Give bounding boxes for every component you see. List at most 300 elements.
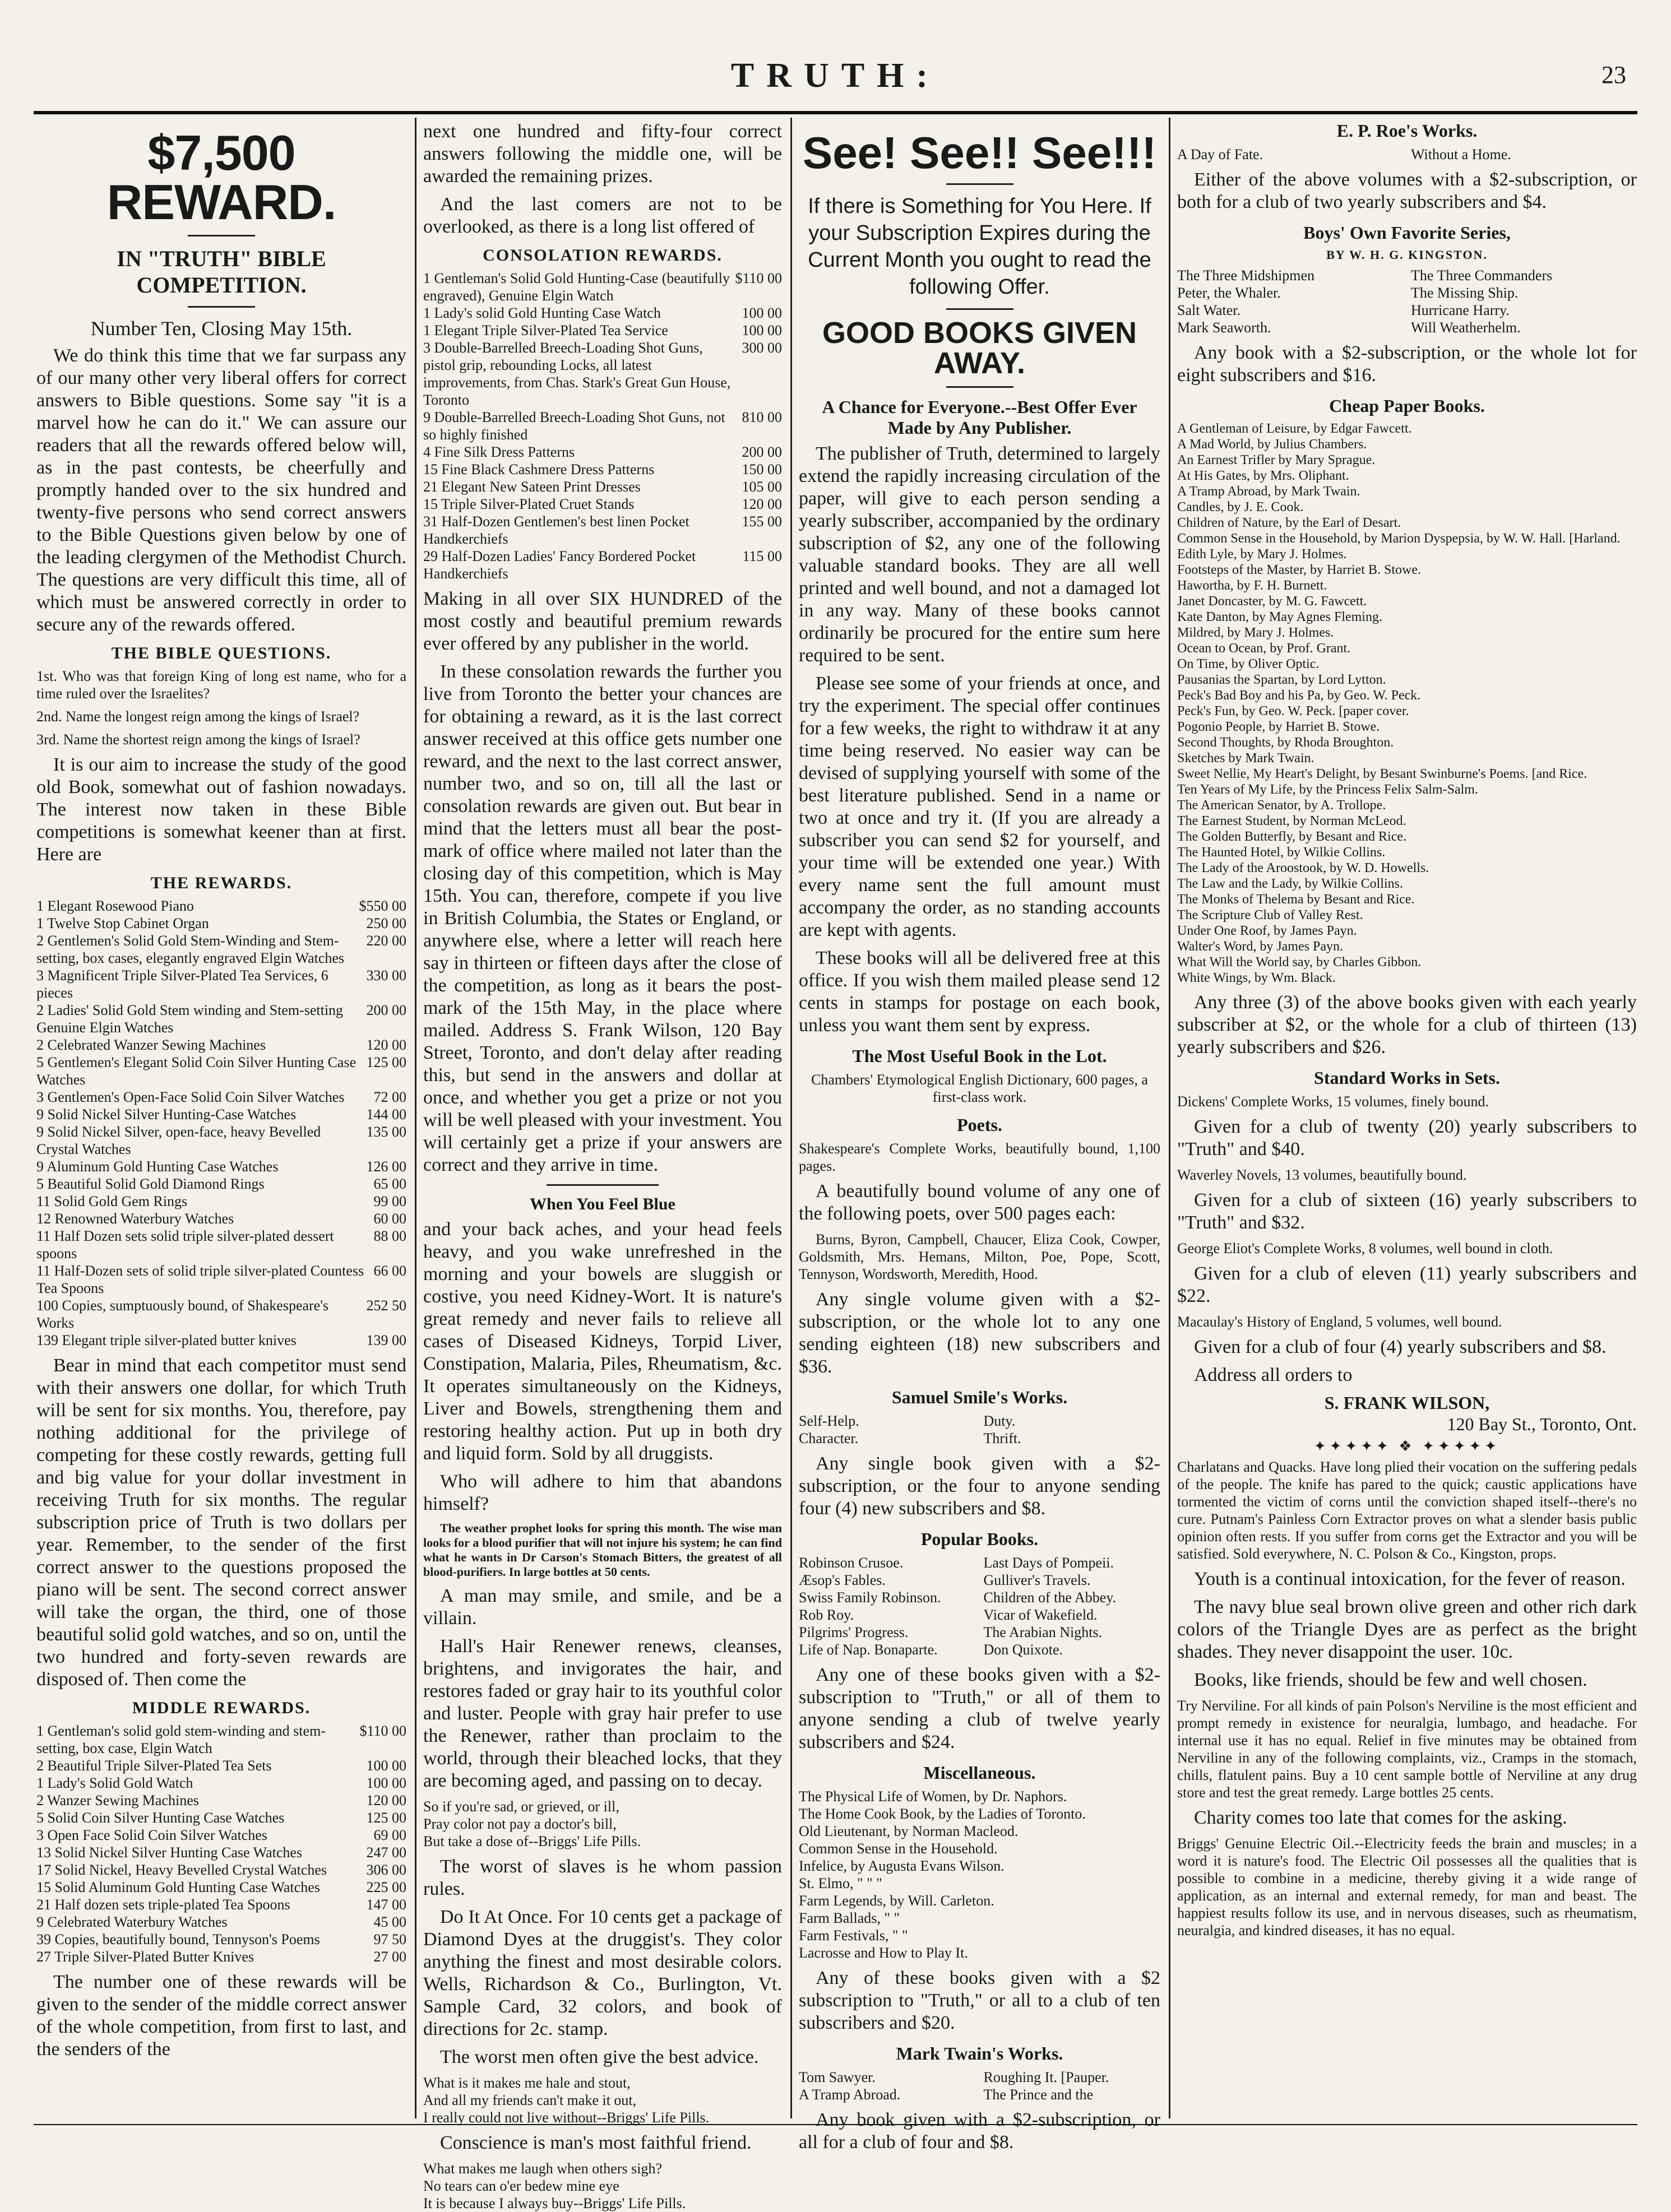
roe-heading: E. P. Roe's Works. bbox=[1336, 120, 1478, 141]
item-price: 69 00 bbox=[373, 1827, 406, 1843]
cheap-list bbox=[1177, 421, 1637, 986]
list-item: Without a Home. bbox=[1411, 146, 1511, 163]
popular-list bbox=[799, 1554, 1160, 1658]
list-item bbox=[36, 1123, 406, 1158]
item-name: 17 Solid Nickel, Heavy Bevelled Crystal Watches bbox=[36, 1862, 327, 1878]
item-price: 115 00 bbox=[742, 548, 782, 564]
item-name: 11 Solid Gold Gem Rings bbox=[36, 1193, 188, 1209]
item-name: 3 Double-Barrelled Breech-Loading Shot Guns, pistol grip, rebounding Locks, all latest improvements, from Chas. Stark's Great Gun House, Toronto bbox=[423, 340, 731, 408]
smiles-heading: Samuel Smile's Works. bbox=[891, 1387, 1068, 1407]
item-name: 9 Solid Nickel Silver, open-face, heavy Bevelled Crystal Watches bbox=[36, 1124, 321, 1157]
delivery-paragraph: These books will all be delivered free at this office. If you wish them mailed please send 12 cents in stamps for postage on each book, unless you want them sent by express. bbox=[799, 948, 1160, 1036]
item-price: 144 00 bbox=[366, 1106, 406, 1123]
list-item: Farm Legends, by Will. Carleton. bbox=[799, 1893, 994, 1909]
column-divider bbox=[415, 118, 416, 2118]
item-name: 15 Triple Silver-Plated Cruet Stands bbox=[423, 496, 635, 512]
list-item: Common Sense in the Household, by Marion Dyspepsia, by W. W. Hall. [Harland. bbox=[1177, 531, 1621, 546]
list-item: A Tramp Abroad, by Mark Twain. bbox=[1177, 484, 1360, 499]
item-price: 100 00 bbox=[366, 1775, 406, 1791]
item-price: 27 00 bbox=[373, 1949, 406, 1965]
corn-extractor-ad: Charlatans and Quacks. Have long plied their vocation on the suffering pedals of the people. The knife has pared to the quick; caustic applications have tormented the victim of corns until the conviction shaped itself--there's no cure. Putnam's Painless Corn Extractor proves on what a slender basis public opinion often rests. If you suffer from corns get the Extractor and you will be satisfied. Sold everywhere, N. C. Polson & Co., Kingston, props. bbox=[1177, 1459, 1637, 1562]
item-name: 9 Solid Nickel Silver Hunting-Case Watches bbox=[36, 1106, 297, 1123]
smiles-list bbox=[799, 1412, 1160, 1447]
masthead bbox=[34, 50, 1637, 106]
item-price: $550 00 bbox=[359, 898, 406, 914]
list-item bbox=[36, 1332, 406, 1349]
list-item: What makes me laugh when others sigh? bbox=[423, 2160, 662, 2177]
waverley-offer: Given for a club of sixteen (16) yearly subscribers to "Truth" and $32. bbox=[1177, 1190, 1637, 1233]
list-item: The Lady of the Aroostook, by W. D. Howells. bbox=[1177, 861, 1429, 875]
item-name: 3 Magnificent Triple Silver-Plated Tea Services, 6 pieces bbox=[36, 967, 328, 1001]
item-name: 5 Gentlemen's Elegant Solid Coin Silver Hunting Case Watches bbox=[36, 1054, 357, 1088]
list-item: Thrift. bbox=[983, 1430, 1021, 1446]
column-divider bbox=[790, 118, 792, 2118]
item-name: 15 Solid Aluminum Gold Hunting Case Watches bbox=[36, 1879, 320, 1895]
premium-paragraph: Making in all over SIX HUNDRED of the most costly and beautiful premium rewards ever offered by any publisher in the world. bbox=[423, 588, 782, 654]
item-price: 100 00 bbox=[366, 1757, 406, 1774]
list-item: Pausanias the Spartan, by Lord Lytton. bbox=[1177, 673, 1386, 687]
list-item: Children of the Abbey. bbox=[983, 1589, 1117, 1606]
list-item: Walter's Word, by James Payn. bbox=[1177, 939, 1343, 954]
list-item: The American Senator, by A. Trollope. bbox=[1177, 798, 1386, 813]
list-item bbox=[36, 1106, 406, 1123]
maxim: Books, like friends, should be few and well chosen. bbox=[1194, 1670, 1587, 1690]
list-item bbox=[36, 1210, 406, 1227]
item-name: 2 Ladies' Solid Gold Stem winding and Stem-setting Genuine Elgin Watches bbox=[36, 1002, 344, 1036]
item-price: 147 00 bbox=[366, 1896, 406, 1913]
maxim: The worst of slaves is he whom passion rules. bbox=[423, 1856, 782, 1899]
dictionary-line: Chambers' Etymological English Dictionary, 600 pages, a first-class work. bbox=[811, 1072, 1148, 1105]
list-item bbox=[423, 443, 782, 461]
reward-headline: $7,500 REWARD. bbox=[107, 125, 336, 230]
list-item bbox=[36, 1896, 406, 1913]
ornament-rule: ✦✦✦✦✦ ❖ ✦✦✦✦✦ bbox=[1313, 1438, 1501, 1454]
list-item: And all my friends can't make it out, bbox=[423, 2092, 637, 2108]
list-item bbox=[423, 322, 782, 339]
triangle-dyes-ad: The navy blue seal brown olive green and other rich dark colors of the Triangle Dyes are as perfect as the bright shades. They never disappoint the user. 10c. bbox=[1177, 1597, 1637, 1662]
list-item: Don Quixote. bbox=[983, 1641, 1063, 1658]
list-item: The Three Midshipmen bbox=[1177, 267, 1315, 284]
list-item: Pilgrims' Progress. bbox=[799, 1624, 909, 1640]
list-item: The Physical Life of Women, by Dr. Naphors. bbox=[799, 1788, 1067, 1805]
maxim: The worst men often give the best advice. bbox=[440, 2047, 759, 2067]
roe-offer: Either of the above volumes with a $2-subscription, or both for a club of two yearly subscribers and $4. bbox=[1177, 169, 1637, 212]
item-price: 300 00 bbox=[742, 340, 782, 356]
list-item: Will Weatherhelm. bbox=[1411, 319, 1521, 336]
carson-bitters-ad: The weather prophet looks for spring this month. The wise man looks for a blood purifier that will not injure his system; he can find what he wants in Dr Carson's Stomach Bitters, the greatest of all blood-purifiers. In large bottles at 50 cents. bbox=[423, 1521, 782, 1579]
item-price: 250 00 bbox=[366, 915, 406, 931]
item-name: 21 Half dozen sets triple-plated Tea Spoons bbox=[36, 1896, 290, 1913]
item-name: 2 Wanzer Sewing Machines bbox=[36, 1792, 199, 1808]
rewards-list bbox=[36, 897, 406, 1349]
list-item bbox=[36, 1158, 406, 1175]
list-item: What Will the World say, by Charles Gibbon. bbox=[1177, 955, 1422, 970]
item-price: 72 00 bbox=[373, 1089, 406, 1105]
boys-list bbox=[1177, 267, 1637, 336]
questions-heading: THE BIBLE QUESTIONS. bbox=[111, 644, 332, 662]
column-2 bbox=[423, 120, 782, 2211]
rewards-heading: THE REWARDS. bbox=[150, 874, 293, 892]
briggs-verse bbox=[423, 2160, 782, 2212]
maxim: Conscience is man's most faithful friend. bbox=[440, 2132, 752, 2153]
list-item: Mildred, by Mary J. Holmes. bbox=[1177, 625, 1334, 640]
boys-offer: Any book with a $2-subscription, or the whole lot for eight subscribers and $16. bbox=[1177, 342, 1637, 386]
list-item: Sweet Nellie, My Heart's Delight, by Besant Swinburne's Poems. [and Rice. bbox=[1177, 767, 1587, 781]
list-item: I really could not live without--Briggs' Life Pills. bbox=[423, 2109, 710, 2126]
item-name: 21 Elegant New Sateen Print Dresses bbox=[423, 479, 641, 495]
divider bbox=[188, 306, 255, 308]
item-price: 225 00 bbox=[366, 1879, 406, 1895]
list-item: The Golden Butterfly, by Besant and Rice. bbox=[1177, 829, 1407, 844]
item-name: 2 Gentlemen's Solid Gold Stem-Winding and Stem-setting, box cases, elegantly engraved Elgin Watches bbox=[36, 933, 345, 966]
continued-paragraph: next one hundred and fifty-four correct answers following the middle one, will be awarded the remaining prizes. bbox=[423, 121, 782, 187]
question-3: 3rd. Name the shortest reign among the kings of Israel? bbox=[36, 731, 360, 748]
item-price: 65 00 bbox=[373, 1176, 406, 1192]
list-item bbox=[423, 478, 782, 495]
list-item: Vicar of Wakefield. bbox=[983, 1607, 1098, 1623]
poets-offer: Any single volume given with a $2-subscription, or the whole lot to any one sending eighteen (18) new subscribers and $36. bbox=[799, 1289, 1160, 1377]
list-item: Rob Roy. bbox=[799, 1607, 854, 1623]
misc-list bbox=[799, 1788, 1160, 1961]
divider bbox=[188, 235, 255, 236]
item-name: 27 Triple Silver-Plated Butter Knives bbox=[36, 1949, 254, 1965]
misc-heading: Miscellaneous. bbox=[923, 1763, 1036, 1783]
divider bbox=[946, 386, 1013, 388]
list-item: The Arabian Nights. bbox=[983, 1624, 1103, 1640]
item-price: 220 00 bbox=[366, 933, 406, 949]
item-price: 60 00 bbox=[373, 1211, 406, 1227]
smiles-offer: Any single book given with a $2-subscription, or the four to anyone sending four (4) new subscribers and $8. bbox=[799, 1453, 1160, 1519]
divider bbox=[547, 1184, 659, 1186]
list-item: Mark Seaworth. bbox=[1177, 319, 1271, 336]
list-item: Common Sense in the Household. bbox=[799, 1840, 998, 1857]
item-price: 66 00 bbox=[373, 1263, 406, 1279]
popular-heading: Popular Books. bbox=[920, 1529, 1039, 1549]
item-price: 88 00 bbox=[373, 1228, 406, 1244]
briggs-verse bbox=[423, 1798, 782, 1850]
item-name: 3 Open Face Solid Coin Silver Watches bbox=[36, 1827, 267, 1843]
item-name: 100 Copies, sumptuously bound, of Shakespeare's Works bbox=[36, 1297, 329, 1331]
list-item bbox=[423, 270, 782, 304]
briggs-verse bbox=[423, 2074, 782, 2126]
kidney-wort-ad: and your back aches, and your head feels heavy, and you wake unrefreshed in the morning and your bowels are sluggish or costive, you need Kidney-Wort. It is nature's great remedy and never fails to relieve all cases of Diseased Kidneys, Torpid Liver, Constipation, Malaria, Piles, Rheumatism, &c. It operates simultaneously on the Kidneys, Liver and Bowels, strengthening them and restoring healthy action. Put up in both dry and liquid form. Sold by all druggists. bbox=[423, 1219, 782, 1464]
list-item: Pray color not pay a doctor's bill, bbox=[423, 1816, 617, 1832]
list-item bbox=[36, 1175, 406, 1193]
list-item bbox=[36, 1826, 406, 1844]
list-item: Pogonio People, by Harriet B. Stowe. bbox=[1177, 720, 1380, 734]
maxim: Who will adhere to him that abandons himself? bbox=[423, 1471, 782, 1514]
list-item: Robinson Crusoe. bbox=[799, 1555, 904, 1571]
list-item: Peck's Bad Boy and his Pa, by Geo. W. Peck. bbox=[1177, 688, 1421, 703]
item-price: 99 00 bbox=[373, 1193, 406, 1209]
masthead-title: TRUTH: bbox=[730, 57, 941, 95]
list-item: The Prince and the bbox=[983, 2086, 1094, 2103]
item-name: 31 Half-Dozen Gentlemen's best linen Pocket Handkerchiefs bbox=[423, 513, 689, 547]
dickens-offer: Given for a club of twenty (20) yearly subscribers to "Truth" and $40. bbox=[1177, 1116, 1637, 1160]
useful-book-heading: The Most Useful Book in the Lot. bbox=[852, 1046, 1107, 1066]
list-item bbox=[36, 1088, 406, 1106]
item-name: 9 Double-Barrelled Breech-Loading Shot Guns, not so highly finished bbox=[423, 409, 725, 443]
list-item: No tears can o'er bedew mine eye bbox=[423, 2178, 619, 2194]
item-price: 200 00 bbox=[742, 444, 782, 460]
boys-heading: Boys' Own Favorite Series, bbox=[1303, 222, 1511, 243]
item-name: 29 Half-Dozen Ladies' Fancy Bordered Pocket Handkerchiefs bbox=[423, 548, 696, 582]
lead-notice: If there is Something for You Here. If your Subscription Expires during the Current Month you ought to read the following Offer. bbox=[808, 194, 1151, 299]
maxim: Charity comes too late that comes for the asking. bbox=[1194, 1807, 1567, 1828]
list-item: Life of Nap. Bonaparte. bbox=[799, 1641, 938, 1658]
list-item: Tom Sawyer. bbox=[799, 2069, 876, 2085]
list-item bbox=[36, 1879, 406, 1896]
twain-list bbox=[799, 2069, 1160, 2103]
consolation-paragraph: In these consolation rewards the further you live from Toronto the better your chances are for obtaining a reward, as it is the last correct answer received at this office gets number one reward, and the next to the last correct answer, number two, and so on, till all the last or consolation rewards are given out. But bear in mind that the letters must all bear the post-mark of office where mailed not later than the closing day of this competition, which is May 15th. You can, therefore, compete if you live in British Columbia, the States or England, or anywhere else, where a letter will reach here say in thirteen or fifteen days after the close of the competition, as long as it bears the post-mark of the 15th May, in the place where mailed. Address S. Frank Wilson, 120 Bay Street, Toronto, and don't delay after reading this, but send in the answers and dollar at once, and whether you get a prize or not you will be well pleased with your investment. You will certainly get a prize if your answers are correct and they arrive in time. bbox=[423, 661, 782, 1175]
list-item: St. Elmo, " " " bbox=[799, 1875, 882, 1891]
column-1 bbox=[36, 120, 406, 2116]
item-name: 9 Celebrated Waterbury Watches bbox=[36, 1914, 228, 1930]
maxim: A man may smile, and smile, and be a villain. bbox=[423, 1585, 782, 1629]
list-item: Sketches by Mark Twain. bbox=[1177, 751, 1314, 766]
intro-paragraph: We do think this time that we far surpass any of our many other very liberal offers for correct answers to Bible questions. Some say "it is a marvel how he can do it." We can assure our readers that all the rewards offered below will, as in the past contests, be cheerfully and promptly handed over to the six hundred and twenty-five persons who send correct answers to the Bible Questions given below by one of the leading clergymen of the Methodist Church. The questions are very difficult this time, all of which must be answered correctly in order to secure any of the rewards offered. bbox=[36, 345, 406, 635]
list-item: The Law and the Lady, by Wilkie Collins. bbox=[1177, 877, 1403, 891]
macaulay-offer: Given for a club of four (4) yearly subscribers and $8. bbox=[1194, 1337, 1607, 1357]
list-item: Children of Nature, by the Earl of Desart. bbox=[1177, 516, 1401, 530]
competition-subhead: IN "TRUTH" BIBLE COMPETITION. bbox=[117, 246, 326, 298]
good-books-headline: GOOD BOOKS GIVEN AWAY. bbox=[822, 316, 1137, 380]
publisher-name: S. FRANK WILSON, bbox=[1324, 1393, 1490, 1413]
twain-heading: Mark Twain's Works. bbox=[896, 2043, 1063, 2063]
question-1: 1st. Who was that foreign King of long est name, who for a time ruled over the Israelites? bbox=[36, 668, 406, 702]
diamond-dyes-ad: Do It At Once. For 10 cents get a package of Diamond Dyes at the druggist's. They color anything the finest and most desirable colors. Wells, Richardson & Co., Burlington, Vt. Sample Card, 32 colors, and book of directions for 2c. stamp. bbox=[423, 1907, 782, 2039]
list-item: Æsop's Fables. bbox=[799, 1572, 886, 1588]
list-item bbox=[36, 1792, 406, 1809]
item-price: 306 00 bbox=[366, 1862, 406, 1878]
macaulay-line: Macaulay's History of England, 5 volumes, well bound. bbox=[1177, 1314, 1502, 1330]
list-item bbox=[36, 1809, 406, 1826]
item-name: 5 Beautiful Solid Gold Diamond Rings bbox=[36, 1176, 265, 1192]
list-item: Ocean to Ocean, by Prof. Grant. bbox=[1177, 641, 1351, 656]
list-item: An Earnest Trifler by Mary Sprague. bbox=[1177, 453, 1376, 467]
offer-paragraph: The publisher of Truth, determined to largely extend the rapidly increasing circulation of the paper, will give to each person sending a yearly subscriber, accompanied by the ordinary subscription of $2, any one of the following valuable standard books. They are all well printed and well bound, and not a damaged lot in any way. Many of these books cannot ordinarily be procured for the entire sum here required to be sent. bbox=[799, 443, 1160, 666]
list-item bbox=[36, 932, 406, 967]
list-item: A Day of Fate. bbox=[1177, 146, 1263, 163]
bottom-rule bbox=[34, 2124, 1637, 2125]
item-price: 120 00 bbox=[366, 1792, 406, 1808]
list-item: But take a dose of--Briggs' Life Pills. bbox=[423, 1833, 641, 1849]
poets-paragraph: A beautifully bound volume of any one of the following poets, over 500 pages each: bbox=[799, 1181, 1160, 1224]
standard-heading: Standard Works in Sets. bbox=[1314, 1068, 1500, 1088]
item-name: 1 Gentleman's Solid Gold Hunting-Case (beautifully engraved), Genuine Elgin Watch bbox=[423, 270, 730, 304]
bear-in-mind-paragraph: Bear in mind that each competitor must send with their answers one dollar, for which Truth will be sent for six months. You, therefore, pay nothing additional for the privilege of competing for these costly rewards, getting full and big value for your dollar investment in receiving Truth for six months. The regular subscription price of Truth is two dollars per year. Remember, to the sender of the first correct answer to the questions proposed the piano will be sent. The second correct answer will take the organ, the third, one of those beautiful solid gold watches, and so on, until the two hundred and forty-seven rewards are disposed of. Then come the bbox=[36, 1355, 406, 1690]
boys-byline: BY W. H. G. KINGSTON. bbox=[1326, 248, 1488, 262]
list-item: The Monks of Thelema by Besant and Rice. bbox=[1177, 892, 1415, 907]
list-item bbox=[36, 897, 406, 915]
item-price: 105 00 bbox=[742, 479, 782, 495]
item-price: 247 00 bbox=[366, 1844, 406, 1861]
list-item: Peter, the Whaler. bbox=[1177, 285, 1281, 301]
list-item bbox=[36, 1001, 406, 1036]
see-headline: See! See!! See!!! bbox=[802, 128, 1157, 178]
aim-paragraph: It is our aim to increase the study of the good old Book, somewhat out of fashion nowadays. The interest now taken in these Bible competitions is somewhat keener than at first. Here are bbox=[36, 754, 406, 865]
list-item: It is because I always buy--Briggs' Life Pills. bbox=[423, 2195, 686, 2211]
eliot-line: George Eliot's Complete Works, 8 volumes, well bound in cloth. bbox=[1177, 1240, 1553, 1256]
item-price: $110 00 bbox=[735, 270, 782, 286]
cheap-offer: Any three (3) of the above books given with each yearly subscriber at $2, or the whole for a club of thirteen (13) yearly subscribers and $26. bbox=[1177, 992, 1637, 1058]
item-name: 2 Beautiful Triple Silver-Plated Tea Sets bbox=[36, 1757, 272, 1774]
item-price: 200 00 bbox=[366, 1002, 406, 1018]
list-item: So if you're sad, or grieved, or ill, bbox=[423, 1798, 619, 1815]
maxim: Youth is a continual intoxication, for the fever of reason. bbox=[1194, 1569, 1626, 1589]
item-name: 1 Elegant Triple Silver-Plated Tea Service bbox=[423, 322, 668, 338]
item-price: 120 00 bbox=[366, 1037, 406, 1053]
item-name: 15 Fine Black Cashmere Dress Patterns bbox=[423, 461, 655, 477]
list-item bbox=[36, 1297, 406, 1332]
closing-date: Number Ten, Closing May 15th. bbox=[90, 317, 353, 340]
masthead-rule bbox=[34, 111, 1637, 114]
list-item: Lacrosse and How to Play It. bbox=[799, 1945, 968, 1961]
page-number: 23 bbox=[1601, 61, 1626, 89]
list-item: Character. bbox=[799, 1430, 859, 1446]
list-item bbox=[36, 1861, 406, 1879]
item-price: 125 00 bbox=[366, 1810, 406, 1826]
closing-paragraph: The number one of these rewards will be given to the sender of the middle correct answer of the whole competition, from first to last, and the senders of the bbox=[36, 1972, 406, 2060]
address-line: Address all orders to bbox=[1194, 1365, 1353, 1385]
item-name: 9 Aluminum Gold Hunting Case Watches bbox=[36, 1158, 279, 1175]
list-item bbox=[423, 304, 782, 322]
list-item bbox=[36, 1774, 406, 1792]
list-item: White Wings, by Wm. Black. bbox=[1177, 971, 1336, 985]
item-name: 2 Celebrated Wanzer Sewing Machines bbox=[36, 1037, 266, 1053]
list-item: Old Lieutenant, by Norman Macleod. bbox=[799, 1823, 1019, 1839]
item-price: 45 00 bbox=[373, 1914, 406, 1930]
list-item: Janet Doncaster, by M. G. Fawcett. bbox=[1177, 594, 1367, 609]
item-price: 125 00 bbox=[366, 1054, 406, 1070]
popular-offer: Any one of these books given with a $2-subscription to "Truth," or all of them to anyone sending a club of twelve yearly subscribers and $24. bbox=[799, 1664, 1160, 1752]
list-item: Kate Danton, by May Agnes Fleming. bbox=[1177, 610, 1382, 624]
electric-oil-ad: Briggs' Genuine Electric Oil.--Electricity feeds the brain and muscles; in a word it is nature's food. The Electric Oil possesses all the qualities that is possible to combine in a medicine, thereby giving it a wide range of application, as an internal and external remedy, for man and beast. The happiest results follow its use, and in nervous diseases, such as rheumatism, neuralgia, and kindred diseases, it has no equal. bbox=[1177, 1835, 1637, 1939]
item-price: 120 00 bbox=[742, 496, 782, 512]
list-item: Farm Festivals, " " bbox=[799, 1927, 908, 1944]
list-item: Gulliver's Travels. bbox=[983, 1572, 1091, 1588]
item-name: 4 Fine Silk Dress Patterns bbox=[423, 444, 575, 460]
list-item bbox=[423, 339, 782, 409]
list-item: Edith Lyle, by Mary J. Holmes. bbox=[1177, 547, 1347, 562]
list-item: Hurricane Harry. bbox=[1411, 302, 1510, 318]
list-item: The Scripture Club of Valley Rest. bbox=[1177, 908, 1363, 922]
last-comers-paragraph: And the last comers are not to be overlooked, as there is a long list offered of bbox=[423, 194, 782, 237]
column-3 bbox=[799, 120, 1160, 2153]
feel-blue-heading: When You Feel Blue bbox=[530, 1195, 675, 1213]
list-item: Salt Water. bbox=[1177, 302, 1240, 318]
list-item bbox=[36, 1262, 406, 1297]
list-item: Last Days of Pompeii. bbox=[983, 1555, 1114, 1571]
item-name: 39 Copies, beautifully bound, Tennyson's Poems bbox=[36, 1931, 320, 1947]
list-item: Ten Years of My Life, by the Princess Felix Salm-Salm. bbox=[1177, 782, 1478, 797]
list-item bbox=[423, 461, 782, 478]
divider bbox=[946, 308, 1013, 310]
item-name: 139 Elegant triple silver-plated butter knives bbox=[36, 1332, 297, 1348]
list-item: A Tramp Abroad. bbox=[799, 2086, 901, 2103]
list-item bbox=[36, 1913, 406, 1931]
list-item bbox=[423, 409, 782, 443]
item-price: 135 00 bbox=[366, 1124, 406, 1140]
twain-offer: Any book given with a $2-subscription, or all for a club of four and $8. bbox=[799, 2109, 1160, 2153]
item-price: 100 00 bbox=[742, 322, 782, 338]
poets-list: Burns, Byron, Campbell, Chaucer, Eliza Cook, Cowper, Goldsmith, Mrs. Hemans, Milton, Poe, Pope, Scott, Tennyson, Wordsworth, Meredith, Hood. bbox=[799, 1231, 1160, 1282]
list-item: Roughing It. [Pauper. bbox=[983, 2069, 1109, 2085]
list-item bbox=[36, 1036, 406, 1054]
nerviline-ad: Try Nerviline. For all kinds of pain Polson's Nerviline is the most efficient and prompt remedy in existence for neuralgia, lumbago, and headache. For internal use it has no equal. Relief in five minutes may be obtained from Nerviline in any of the following complaints, viz., Cramps in the stomach, chills, flatulent pains. Buy a 10 cent sample bottle of Nerviline at any drug store and test the great remedy. Large bottles 25 cents. bbox=[1177, 1698, 1637, 1801]
item-price: $110 00 bbox=[359, 1723, 406, 1739]
middle-rewards-list bbox=[36, 1722, 406, 1965]
list-item: Hawortha, by F. H. Burnett. bbox=[1177, 578, 1327, 593]
item-price: 100 00 bbox=[742, 305, 782, 321]
offer-paragraph: Please see some of your friends at once, and try the experiment. The special offer continues for a few weeks, the right to withdraw it at any time being reserved. No easier way can be devised of supplying yourself with some of the best literature published. Send in a name or two at once and try it. (If you are already a subscriber you can send $2 for yourself, and your time will be extended one year.) With every name sent the full amount must accompany the order, as no standing accounts are kept with agents. bbox=[799, 673, 1160, 940]
chance-subhead: A Chance for Everyone.--Best Offer Ever Made by Any Publisher. bbox=[822, 397, 1137, 438]
item-name: 1 Elegant Rosewood Piano bbox=[36, 898, 194, 914]
item-name: 11 Half Dozen sets solid triple silver-plated dessert spoons bbox=[36, 1228, 334, 1262]
shakespeare-line: Shakespeare's Complete Works, beautifully bound, 1,100 pages. bbox=[799, 1140, 1160, 1174]
list-item bbox=[36, 1757, 406, 1774]
item-price: 330 00 bbox=[366, 967, 406, 984]
item-name: 5 Solid Coin Silver Hunting Case Watches bbox=[36, 1810, 285, 1826]
middle-rewards-heading: MIDDLE REWARDS. bbox=[132, 1699, 311, 1717]
item-price: 150 00 bbox=[742, 461, 782, 477]
list-item bbox=[36, 1227, 406, 1262]
list-item: Farm Ballads, " " bbox=[799, 1910, 900, 1926]
list-item bbox=[36, 1931, 406, 1948]
list-item: On Time, by Oliver Optic. bbox=[1177, 657, 1320, 671]
list-item bbox=[423, 513, 782, 548]
waverley-line: Waverley Novels, 13 volumes, beautifully bound. bbox=[1177, 1167, 1467, 1183]
cheap-heading: Cheap Paper Books. bbox=[1329, 396, 1485, 416]
list-item: The Three Commanders bbox=[1411, 267, 1553, 284]
list-item: Swiss Family Robinson. bbox=[799, 1589, 941, 1606]
list-item: Footsteps of the Master, by Harriet B. Stowe. bbox=[1177, 563, 1421, 577]
item-name: 1 Lady's Solid Gold Watch bbox=[36, 1775, 193, 1791]
consolation-list bbox=[423, 270, 782, 582]
item-price: 139 00 bbox=[366, 1332, 406, 1348]
column-4 bbox=[1177, 120, 1637, 2116]
list-item: The Missing Ship. bbox=[1411, 285, 1519, 301]
list-item bbox=[36, 1844, 406, 1861]
halls-renewer-ad: Hall's Hair Renewer renews, cleanses, brightens, and invigorates the hair, and restores faded or gray hair to its youthful color and luster. People with gray hair prefer to use the Renewer, rather than proclaim to the world, through their bleached locks, that they are becoming aged, and passing on to decay. bbox=[423, 1636, 782, 1791]
item-price: 97 50 bbox=[373, 1931, 406, 1947]
list-item bbox=[36, 1193, 406, 1210]
list-item: Candles, by J. E. Cook. bbox=[1177, 500, 1304, 514]
poets-heading: Poets. bbox=[957, 1115, 1002, 1135]
list-item: Under One Roof, by James Payn. bbox=[1177, 924, 1357, 938]
item-name: 1 Lady's solid Gold Hunting Case Watch bbox=[423, 305, 661, 321]
list-item bbox=[36, 1948, 406, 1965]
list-item: The Haunted Hotel, by Wilkie Collins. bbox=[1177, 845, 1386, 860]
list-item: Self-Help. bbox=[799, 1413, 859, 1429]
dickens-line: Dickens' Complete Works, 15 volumes, finely bound. bbox=[1177, 1093, 1489, 1110]
item-name: 1 Twelve Stop Cabinet Organ bbox=[36, 915, 209, 931]
item-price: 126 00 bbox=[366, 1158, 406, 1175]
item-name: 13 Solid Nickel Silver Hunting Case Watches bbox=[36, 1844, 303, 1861]
misc-offer: Any of these books given with a $2 subscription to "Truth," or all to a club of ten subscribers and $20. bbox=[799, 1968, 1160, 2033]
list-item: A Gentleman of Leisure, by Edgar Fawcett. bbox=[1177, 421, 1412, 436]
item-name: 11 Half-Dozen sets of solid triple silver-plated Countess Tea Spoons bbox=[36, 1263, 364, 1296]
list-item: The Home Cook Book, by the Ladies of Toronto. bbox=[799, 1806, 1086, 1822]
item-name: 3 Gentlemen's Open-Face Solid Coin Silver Watches bbox=[36, 1089, 345, 1105]
column-divider bbox=[1169, 118, 1170, 2118]
item-name: 1 Gentleman's solid gold stem-winding and stem-setting, box case, Elgin Watch bbox=[36, 1723, 326, 1756]
list-item bbox=[36, 967, 406, 1001]
list-item bbox=[423, 548, 782, 582]
list-item: What is it makes me hale and stout, bbox=[423, 2075, 631, 2091]
list-item: At His Gates, by Mrs. Oliphant. bbox=[1177, 469, 1349, 483]
list-item: Peck's Fun, by Geo. W. Peck. [paper cover. bbox=[1177, 704, 1409, 718]
